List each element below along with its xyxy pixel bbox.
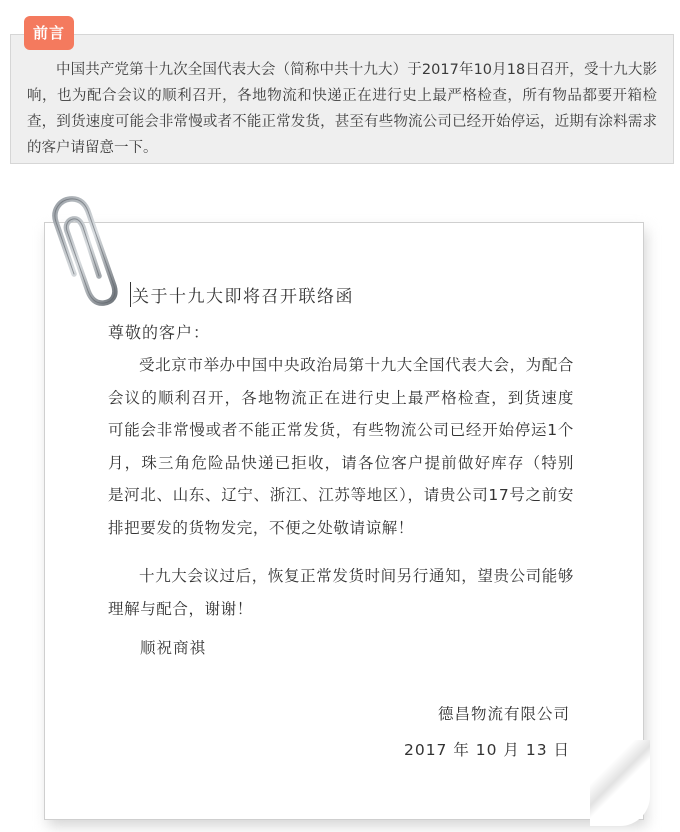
- letter-greeting: 尊敬的客户：: [108, 323, 211, 342]
- letter-paragraph: 十九大会议过后，恢复正常发货时间另行通知，望贵公司能够理解与配合，谢谢！: [108, 567, 574, 618]
- preface-text: 中国共产党第十九次全国代表大会（简称中共十九大）于2017年10月18日召开，受十九大影响，也为配合会议的顺利召开，各地物流和快递正在进行史上最严格检查，所有物品都要开箱检查，到货速度可能会非常慢或者不能正常发货，甚至有些物流公司已经开始停运，近期有涂料需求的客户请留意一下。: [27, 62, 657, 156]
- paperclip-icon: [52, 196, 142, 306]
- letter-sender: 德昌物流有限公司: [437, 705, 570, 723]
- preface-tag: 前言: [24, 16, 74, 50]
- preface-box: [10, 34, 674, 164]
- letter-title: 关于十九大即将召开联络函: [130, 282, 354, 307]
- page-curl: [590, 740, 650, 826]
- letter-closing: 顺祝商祺: [140, 639, 207, 657]
- letter-date: 2017 年 10 月 13 日: [403, 741, 570, 759]
- letter-paragraph: 受北京市举办中国中央政治局第十九大全国代表大会，为配合会议的顺利召开，各地物流正在进行史上最严格检查，到货速度可能会非常慢或者不能正常发货，有些物流公司已经开始停运1个月，珠三角危险品快递已拒收，请各位客户提前做好库存（特别是河北、山东、辽宁、浙江、江苏等地区），请贵公司17号之前安排把要发的货物发完，不便之处敬请谅解！: [108, 356, 574, 537]
